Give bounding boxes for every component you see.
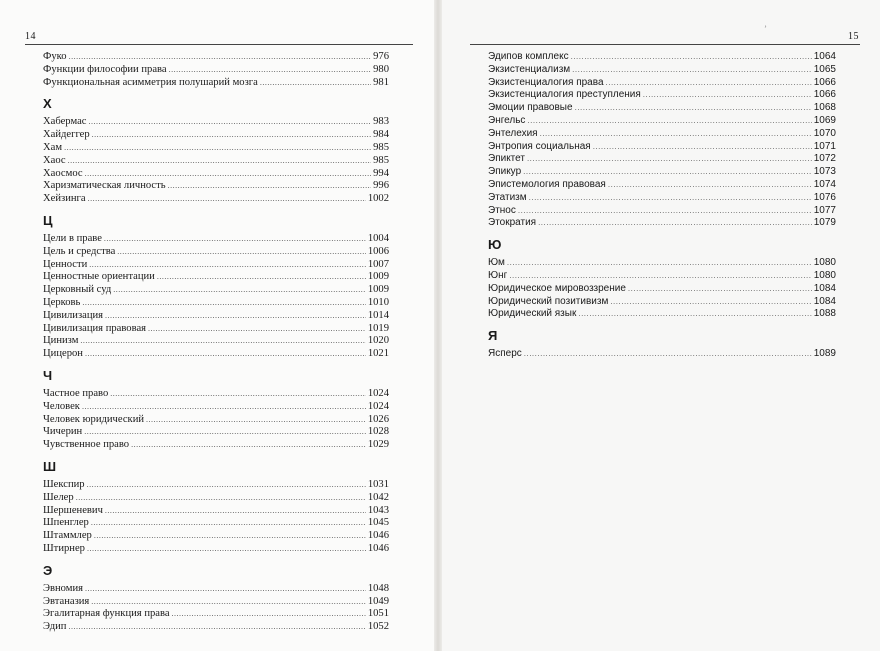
entry-term: Фуко	[43, 51, 67, 62]
dot-leader	[509, 270, 811, 283]
dot-leader	[76, 492, 366, 505]
entry-term: Этократия	[488, 217, 537, 229]
entry-page-number: 1074	[813, 178, 836, 190]
right-header-rule	[470, 44, 860, 45]
entry-term: Хаос	[43, 154, 66, 166]
dot-leader	[91, 596, 366, 609]
dot-leader	[87, 479, 366, 492]
dot-leader	[105, 505, 366, 518]
dot-leader	[157, 271, 366, 284]
dot-leader	[85, 168, 372, 181]
entry-term: Эдип	[43, 621, 67, 633]
entry-page-number: 1070	[813, 127, 836, 139]
index-entry	[43, 479, 389, 492]
right-index-column	[488, 51, 836, 361]
dot-leader	[527, 115, 811, 128]
index-entry	[43, 348, 389, 361]
entry-page-number: 985	[373, 141, 389, 153]
dot-leader	[527, 153, 812, 166]
dot-leader	[85, 583, 366, 596]
index-entry	[488, 283, 836, 296]
left-index-column	[43, 51, 389, 634]
index-entry	[488, 308, 836, 321]
dot-leader	[575, 102, 812, 115]
entry-page-number: 1065	[813, 63, 836, 75]
entry-term: Экзистенциализм	[488, 63, 571, 75]
entry-page-number: 1010	[367, 296, 389, 308]
entry-page-number: 980	[373, 63, 389, 75]
entry-term: Эпиктет	[488, 153, 525, 165]
index-entry	[43, 323, 389, 336]
dot-leader	[91, 517, 366, 530]
entry-page-number: 1046	[367, 542, 389, 554]
entry-term: Цицерон	[43, 348, 83, 360]
entry-term: Цели в праве	[43, 232, 102, 244]
section-letter: Ю	[488, 237, 502, 253]
index-entry	[488, 192, 836, 205]
dot-leader	[68, 621, 365, 634]
dot-leader	[260, 77, 371, 90]
entry-page-number: 985	[373, 154, 389, 166]
index-entry	[43, 64, 389, 77]
entry-term: Цинизм	[43, 335, 79, 347]
index-entry	[488, 270, 836, 283]
entry-term: Эмоции правовые	[488, 102, 573, 114]
index-entry	[43, 193, 389, 206]
entry-page-number: 1021	[367, 348, 389, 360]
dot-leader	[643, 89, 812, 102]
dot-leader	[610, 296, 811, 309]
entry-page-number: 1006	[367, 245, 389, 257]
dot-leader	[507, 257, 812, 270]
dot-leader	[608, 179, 812, 192]
index-entry	[488, 115, 836, 128]
entry-page-number: 1002	[367, 193, 389, 205]
dot-leader	[104, 233, 366, 246]
entry-page-number: 1064	[813, 51, 836, 62]
stray-mark: ’	[764, 24, 767, 34]
index-entry	[488, 128, 836, 141]
dot-leader	[518, 205, 812, 218]
index-entry	[43, 259, 389, 272]
entry-page-number: 1052	[367, 621, 389, 633]
section-letter: Э	[43, 562, 53, 578]
dot-leader	[92, 129, 371, 142]
entry-page-number: 1020	[367, 335, 389, 347]
index-entry	[488, 64, 836, 77]
entry-term: Функциональная асимметрия полушарий мозга	[43, 76, 258, 88]
left-page-number: 14	[25, 31, 36, 42]
section-letter: Ш	[43, 458, 57, 474]
entry-page-number: 1007	[367, 258, 389, 270]
index-entry	[43, 77, 389, 90]
index-entry	[488, 217, 836, 230]
entry-term: Юридическое мировоззрение	[488, 282, 626, 294]
index-entry	[43, 246, 389, 259]
entry-page-number: 984	[373, 129, 389, 141]
entry-page-number: 1042	[367, 491, 389, 503]
index-entry	[43, 335, 389, 348]
entry-term: Шекспир	[43, 478, 85, 490]
dot-leader	[82, 401, 366, 414]
index-entry	[43, 439, 389, 452]
dot-leader	[88, 193, 366, 206]
entry-term: Хабермас	[43, 116, 87, 128]
dot-leader	[524, 348, 812, 361]
entry-page-number: 1043	[367, 504, 389, 516]
entry-term: Энтропия социальная	[488, 140, 591, 152]
entry-page-number: 1045	[367, 517, 389, 529]
index-entry	[488, 166, 836, 179]
entry-page-number: 1028	[367, 426, 389, 438]
entry-term: Чичерин	[43, 426, 83, 438]
entry-page-number: 1066	[813, 89, 836, 101]
entry-page-number: 1024	[367, 400, 389, 412]
entry-page-number: 1009	[367, 271, 389, 283]
right-page-number: 15	[848, 31, 859, 42]
entry-term: Частное право	[43, 387, 109, 399]
entry-page-number: 1079	[813, 217, 836, 229]
entry-term: Харизматическая личность	[43, 180, 166, 192]
entry-page-number: 976	[373, 51, 389, 62]
dot-leader	[628, 283, 812, 296]
index-entry	[43, 129, 389, 142]
entry-term: Хайдеггер	[43, 129, 90, 141]
entry-page-number: 1089	[813, 348, 836, 360]
entry-page-number: 1066	[813, 76, 836, 88]
entry-page-number: 1072	[813, 153, 836, 165]
dot-leader	[88, 116, 371, 129]
entry-page-number: 1080	[813, 257, 836, 269]
index-entry	[488, 348, 836, 361]
entry-term: Функции философии права	[43, 63, 167, 75]
index-entry	[43, 414, 389, 427]
index-entry	[488, 89, 836, 102]
entry-page-number: 994	[373, 167, 389, 179]
entry-term: Человек	[43, 400, 80, 412]
dot-leader	[538, 217, 812, 230]
entry-term: Эпистемология правовая	[488, 178, 606, 190]
section-letter: Ц	[43, 212, 53, 228]
entry-page-number: 1076	[813, 191, 836, 203]
dot-leader	[87, 543, 366, 556]
index-entry	[43, 401, 389, 414]
index-entry	[488, 141, 836, 154]
entry-term: Эдипов комплекс	[488, 51, 569, 62]
index-entry	[43, 530, 389, 543]
entry-page-number: 1088	[813, 308, 836, 320]
dot-leader	[69, 51, 372, 64]
index-entry	[43, 51, 389, 64]
index-entry	[488, 205, 836, 218]
dot-leader	[572, 64, 812, 77]
entry-term: Ценности	[43, 258, 88, 270]
section-letter: Я	[488, 328, 498, 344]
entry-page-number: 1004	[367, 232, 389, 244]
index-entry	[43, 297, 389, 310]
dot-leader	[523, 166, 812, 179]
index-entry	[488, 102, 836, 115]
index-entry	[43, 517, 389, 530]
entry-page-number: 1024	[367, 387, 389, 399]
entry-term: Ценностные ориентации	[43, 271, 155, 283]
dot-leader	[131, 439, 366, 452]
entry-page-number: 1077	[813, 204, 836, 216]
book-gutter	[434, 0, 442, 651]
dot-leader	[146, 414, 366, 427]
index-entry	[43, 233, 389, 246]
index-entry	[43, 426, 389, 439]
section-letter: Ч	[43, 367, 53, 383]
entry-page-number: 1026	[367, 413, 389, 425]
entry-term: Эпикур	[488, 166, 522, 178]
dot-leader	[80, 335, 365, 348]
dot-leader	[148, 323, 366, 336]
index-entry	[488, 179, 836, 192]
entry-page-number: 983	[373, 116, 389, 128]
dot-leader	[89, 259, 366, 272]
dot-leader	[172, 608, 366, 621]
index-entry	[488, 77, 836, 90]
dot-leader	[606, 77, 812, 90]
entry-term: Энгельс	[488, 114, 526, 126]
entry-page-number: 981	[373, 76, 389, 88]
entry-term: Хам	[43, 141, 63, 153]
entry-term: Шпенглер	[43, 517, 89, 529]
index-entry	[43, 142, 389, 155]
index-entry	[43, 271, 389, 284]
entry-page-number: 1014	[367, 309, 389, 321]
dot-leader	[571, 51, 812, 64]
dot-leader	[110, 388, 366, 401]
index-entry	[43, 608, 389, 621]
entry-page-number: 1009	[367, 284, 389, 296]
entry-term: Юнг	[488, 269, 508, 281]
entry-term: Цель и средства	[43, 245, 116, 257]
entry-term: Церковный суд	[43, 284, 112, 296]
index-entry	[43, 310, 389, 323]
dot-leader	[169, 64, 372, 77]
dot-leader	[94, 530, 366, 543]
entry-term: Штирнер	[43, 542, 85, 554]
dot-leader	[578, 308, 811, 321]
section-letter: Х	[43, 96, 52, 112]
entry-page-number: 1031	[367, 478, 389, 490]
left-header-rule	[25, 44, 413, 45]
dot-leader	[82, 297, 365, 310]
entry-term: Чувственное право	[43, 439, 130, 451]
entry-term: Юм	[488, 257, 505, 269]
entry-page-number: 1073	[813, 166, 836, 178]
index-entry	[43, 155, 389, 168]
entry-term: Юридический позитивизм	[488, 295, 609, 307]
entry-term: Юридический язык	[488, 308, 577, 320]
dot-leader	[540, 128, 812, 141]
entry-page-number: 1071	[813, 140, 836, 152]
dot-leader	[113, 284, 366, 297]
index-entry	[488, 51, 836, 64]
entry-page-number: 1080	[813, 269, 836, 281]
index-entry	[43, 583, 389, 596]
index-entry	[43, 284, 389, 297]
index-entry	[488, 153, 836, 166]
entry-term: Экзистенциалогия права	[488, 76, 604, 88]
entry-page-number: 1068	[813, 102, 836, 114]
entry-page-number: 1069	[813, 114, 836, 126]
entry-term: Шершеневич	[43, 504, 103, 516]
entry-page-number: 1084	[813, 282, 836, 294]
entry-page-number: 1049	[367, 595, 389, 607]
entry-term: Церковь	[43, 296, 81, 308]
dot-leader	[117, 246, 366, 259]
index-entry	[43, 180, 389, 193]
index-entry	[43, 505, 389, 518]
index-entry	[43, 492, 389, 505]
dot-leader	[85, 348, 366, 361]
entry-page-number: 1019	[367, 322, 389, 334]
entry-term: Цивилизация	[43, 309, 104, 321]
entry-term: Человек юридический	[43, 413, 145, 425]
dot-leader	[168, 180, 372, 193]
entry-term: Этатизм	[488, 191, 527, 203]
entry-term: Экзистенциалогия преступления	[488, 89, 641, 101]
index-entry	[43, 543, 389, 556]
entry-term: Энтелехия	[488, 127, 538, 139]
entry-term: Штаммлер	[43, 530, 92, 542]
dot-leader	[64, 142, 371, 155]
entry-page-number: 1029	[367, 439, 389, 451]
dot-leader	[68, 155, 371, 168]
dot-leader	[84, 426, 366, 439]
entry-term: Эвтаназия	[43, 595, 90, 607]
index-entry	[43, 596, 389, 609]
index-entry	[43, 116, 389, 129]
entry-term: Эвномия	[43, 582, 84, 594]
entry-term: Хейзинга	[43, 193, 86, 205]
index-entry	[43, 168, 389, 181]
entry-page-number: 1084	[813, 295, 836, 307]
dot-leader	[593, 141, 812, 154]
entry-term: Этнос	[488, 204, 516, 216]
entry-term: Эгалитарная функция права	[43, 608, 170, 620]
entry-term: Хаосмос	[43, 167, 83, 179]
entry-term: Ясперс	[488, 348, 522, 360]
index-entry	[488, 296, 836, 309]
entry-term: Шелер	[43, 491, 74, 503]
entry-page-number: 1051	[367, 608, 389, 620]
index-entry	[43, 621, 389, 634]
index-entry	[43, 388, 389, 401]
index-entry	[488, 257, 836, 270]
entry-page-number: 996	[373, 180, 389, 192]
entry-term: Цивилизация правовая	[43, 322, 147, 334]
entry-page-number: 1048	[367, 582, 389, 594]
entry-page-number: 1046	[367, 530, 389, 542]
dot-leader	[529, 192, 812, 205]
dot-leader	[105, 310, 366, 323]
